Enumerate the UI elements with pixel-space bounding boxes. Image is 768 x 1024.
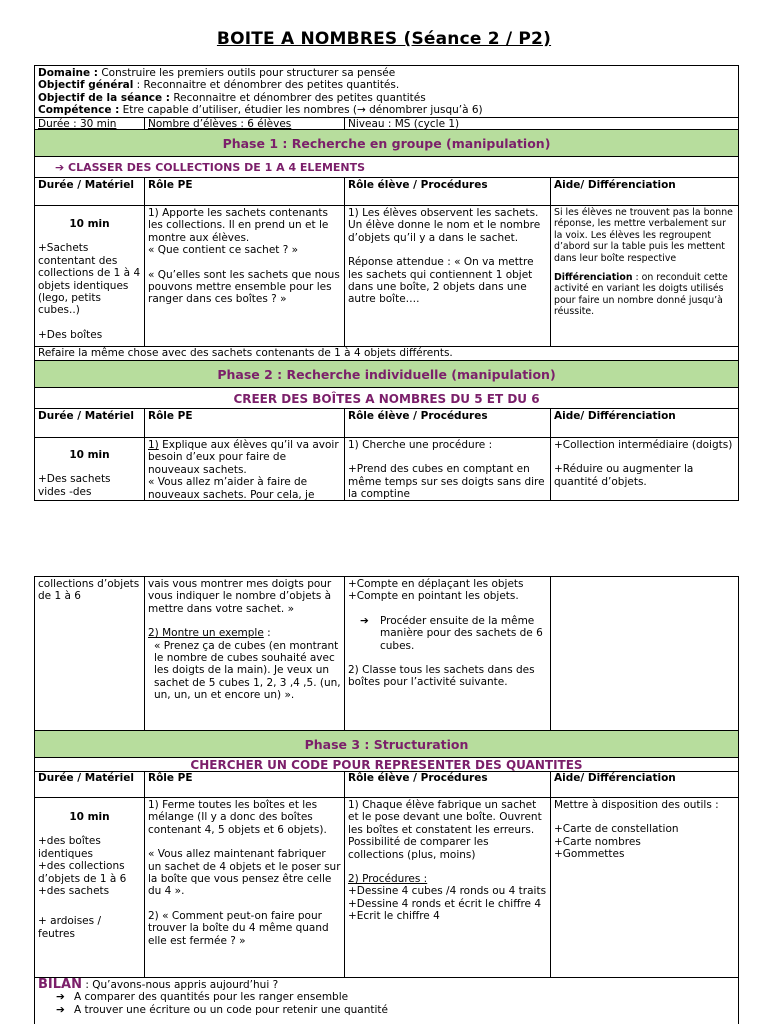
duree-info: Durée : 30 min: [34, 117, 144, 130]
col-header-duree: Durée / Matériel: [34, 178, 144, 206]
phase-3-eleve-4: +Dessine 4 ronds et écrit le chiffre 4: [348, 897, 542, 910]
bilan-label: BILAN: [38, 978, 82, 992]
domaine-value: Construire les premiers outils pour structurer sa pensée: [98, 67, 396, 79]
col-header-role-pe-2: Rôle PE: [144, 409, 344, 438]
phase-1-subtitle: ➔ CLASSER DES COLLECTIONS DE 1 A 4 ELEMENTS: [34, 157, 739, 178]
phase-2-role-pe-bottom: [144, 576, 344, 731]
competence-value: Etre capable d’utiliser, étudier les nombres (→ dénombrer jusqu’à 6): [119, 104, 483, 117]
phase-3-aide-1: Mettre à disposition des outils :: [554, 799, 719, 811]
arrow-icon: ➔: [56, 991, 65, 1004]
phase-3-subtitle: CHERCHER UN CODE POUR REPRESENTER DES QUANTITES: [34, 758, 739, 772]
phase-1-aide-2-label: Différenciation: [554, 272, 633, 284]
phase-3-role-eleve: [344, 798, 550, 978]
phase-1-aide-1: Si les élèves ne trouvent pas la bonne réponse, les mettre verbalement sur la voix. Les élèves les regroupent d’abord sur la table puis les mettent dans leur boîte respective: [554, 207, 733, 264]
phase-2-eleve-6: 2) Classe tous les sachets dans des boîtes pour l’activité suivante.: [348, 664, 535, 689]
bilan-section: [34, 978, 739, 1024]
phase-2-pe-3-label: 2) Montre un exemple: [148, 627, 264, 640]
col-header-aide: Aide/ Différenciation: [550, 178, 739, 206]
phase-1-aide-2: : on reconduit cette activité en variant les doigts utilisés pour faire un nombre donné jusqu’à réussite.: [554, 272, 728, 318]
phase-3-materiel-3: +des sachets: [38, 885, 110, 898]
col-header-role-eleve-3: Rôle élève / Procédures: [344, 772, 550, 798]
objectif-seance-value: Reconnaitre et dénombrer des petites quantités: [170, 91, 426, 104]
phase-3-eleve-5: +Ecrit le chiffre 4: [348, 910, 440, 923]
phase-1-title: Phase 1 : Recherche en groupe (manipulation): [34, 130, 739, 157]
phase-2-pe-4: « Prenez ça de cubes (en montrant le nombre de cubes souhaité avec les doigts de la main). Je veux un sachet de 5 cubes 1, 2, 3 ,4 ,5. (un, un, un, un et encore un) ».: [154, 639, 341, 702]
col-header-role-eleve-2: Rôle élève / Procédures: [344, 409, 550, 438]
phase-3-pe-2: « Vous allez maintenant fabriquer un sachet de 4 objets et le poser sur la boîte que vous pensez être celle du 4 ».: [148, 848, 341, 898]
col-header-duree-2: Durée / Matériel: [34, 409, 144, 438]
phase-1-pe-1: 1) Apporte les sachets contenants les collections. Il en prend un et le montre aux élèves.: [148, 207, 329, 244]
col-header-aide-2: Aide/ Différenciation: [550, 409, 739, 438]
phase-1-eleve-1: 1) Les élèves observent les sachets. Un élève donne le nom et le nombre d’objets qu’il y a dans le sachet.: [348, 207, 541, 244]
phase-2-eleve-2: +Prend des cubes en comptant en même temps sur ses doigts sans dire la comptine: [348, 463, 545, 501]
phase-2-eleve-4: +Compte en pointant les objets.: [348, 590, 519, 603]
col-header-role-eleve: Rôle élève / Procédures: [344, 178, 550, 206]
phase-1-pe-2: « Que contient ce sachet ? »: [148, 244, 299, 257]
competence-label: Compétence :: [38, 104, 120, 117]
phase-2-aide-1: +Collection intermédiaire (doigts): [554, 439, 733, 451]
phase-3-aide-3: +Carte nombres: [554, 835, 641, 848]
objectif-general-label: Objectif général: [38, 79, 134, 92]
col-header-role-pe: Rôle PE: [144, 178, 344, 206]
phase-2-aide-bottom: [550, 576, 739, 731]
phase-3-title: Phase 3 : Structuration: [34, 731, 739, 758]
phase-1-materiel-2: +Des boîtes: [38, 328, 103, 341]
phase-2-materiel-a: +Des sachets vides -des: [38, 473, 111, 498]
domaine-label: Domaine :: [38, 67, 99, 79]
phase-1-duree: 10 min: [69, 218, 110, 230]
phase-3-role-pe: [144, 798, 344, 978]
bilan-question: : Qu’avons-nous appris aujourd’hui ?: [81, 979, 279, 991]
phase-3-eleve-1: 1) Chaque élève fabrique un sachet et le pose devant une boîte. Ouvrent les boîtes et constatent les erreurs. Possibilité de comparer les collections (plus, moins): [348, 799, 542, 861]
phase-3-duree: 10 min: [69, 811, 110, 823]
objectif-seance-label: Objectif de la séance :: [38, 91, 170, 104]
arrow-icon: ➔: [360, 614, 369, 627]
niveau-info: Niveau : MS (cycle 1): [344, 117, 739, 130]
bilan-item-2: A trouver une écriture ou un code pour retenir une quantité: [74, 1003, 388, 1016]
phase-2-materiel-bottom: [34, 576, 144, 731]
phase-3-materiel: [34, 798, 144, 978]
phase-2-pe-1-num: 1): [148, 439, 159, 451]
phase-3-pe-1: 1) Ferme toutes les boîtes et les mélange (Il y a donc des boîtes contenant 4, 5 objets et 6 objets).: [148, 799, 327, 836]
col-header-aide-3: Aide/ Différenciation: [550, 772, 739, 798]
phase-3-materiel-1: +des boîtes identiques: [38, 835, 101, 860]
phase-2-title: Phase 2 : Recherche individuelle (manipulation): [34, 361, 739, 388]
phase-2-materiel-b: collections d’objets de 1 à 6: [38, 578, 140, 603]
phase-2-pe-2b: vais vous montrer mes doigts pour vous indiquer le nombre d’objets à mettre dans votre sachet. »: [148, 578, 332, 615]
phase-3-materiel-2: +des collections d’objets de 1 à 6: [38, 860, 127, 885]
phase-3-eleve-2: 2) Procédures :: [348, 873, 428, 886]
phase-2-role-eleve-bottom: [344, 576, 550, 731]
bilan-item-1: A comparer des quantités pour les ranger ensemble: [74, 991, 349, 1004]
document-title: BOITE A NOMBRES (Séance 2 / P2): [216, 29, 552, 49]
phase-2-pe-3-colon: :: [263, 627, 271, 640]
phase-1-materiel-1: +Sachets contentant des collections de 1 à 4 objets identiques (lego, petits cubes..): [38, 242, 141, 317]
phase-2-duree: 10 min: [69, 449, 110, 461]
phase-1-footer: Refaire la même chose avec des sachets contenants de 1 à 4 objets différents.: [34, 347, 739, 361]
phase-3-aide: [550, 798, 739, 978]
phase-2-eleve-3: +Compte en déplaçant les objets: [348, 578, 524, 590]
phase-3-aide-4: +Gommettes: [554, 848, 625, 861]
phase-2-eleve-1: 1) Cherche une procédure :: [348, 439, 493, 451]
phase-3-pe-3: 2) « Comment peut-on faire pour trouver la boîte du 4 même quand elle est fermée ? »: [148, 909, 329, 947]
col-header-duree-3: Durée / Matériel: [34, 772, 144, 798]
phase-3-materiel-4: + ardoises / feutres: [38, 915, 101, 940]
phase-2-pe-2a: « Vous allez m’aider à faire de nouveaux sachets. Pour cela, je: [148, 476, 315, 501]
arrow-icon: ➔: [56, 1003, 65, 1016]
phase-3-aide-2: +Carte de constellation: [554, 823, 679, 836]
phase-1-pe-3: « Qu’elles sont les sachets que nous pouvons mettre ensemble pour les ranger dans ces boîtes ? »: [148, 268, 340, 306]
objectif-general-value: : Reconnaitre et dénombrer des petites quantités.: [133, 79, 400, 92]
phase-1-eleve-2: Réponse attendue : « On va mettre les sachets qui contiennent 1 objet dans une boîte, 2 objets dans une autre boîte….: [348, 256, 534, 306]
eleves-info: Nombre d’élèves : 6 élèves: [144, 117, 344, 130]
lesson-table-page-2: [34, 0, 739, 1024]
phase-2-subtitle: CREER DES BOÎTES A NOMBRES DU 5 ET DU 6: [34, 388, 739, 409]
col-header-role-pe-3: Rôle PE: [144, 772, 344, 798]
phase-2-pe-1: Explique aux élèves qu’il va avoir besoin d’eux pour faire de nouveaux sachets.: [148, 439, 339, 476]
phase-3-eleve-3: +Dessine 4 cubes /4 ronds ou 4 traits: [348, 885, 547, 898]
phase-2-eleve-5: Procéder ensuite de la même manière pour des sachets de 6 cubes.: [380, 614, 543, 652]
phase-2-aide-2: +Réduire ou augmenter la quantité d’objets.: [554, 463, 694, 488]
